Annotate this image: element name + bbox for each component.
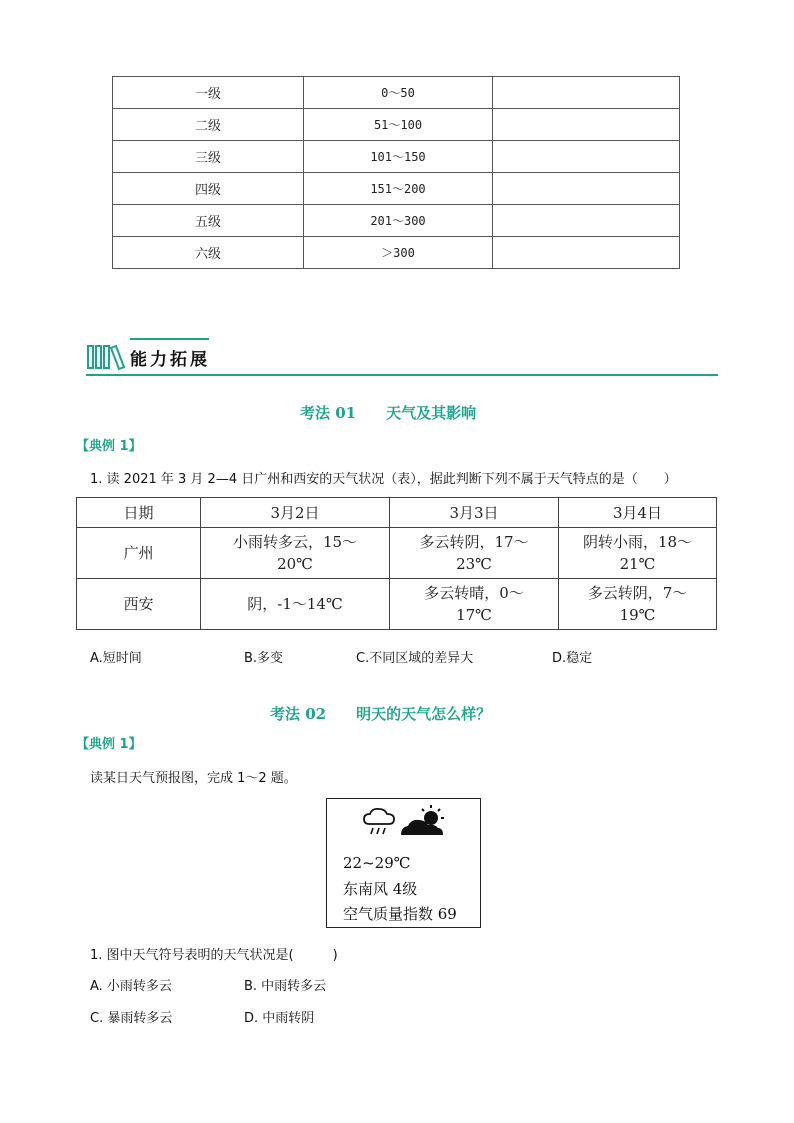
- weather-line: 19℃: [619, 606, 656, 624]
- section-header-top-rule: [130, 338, 209, 340]
- level-cell: 六级: [113, 237, 304, 269]
- note-cell: [493, 141, 680, 173]
- question-text: 1. 图中天气符号表明的天气状况是( ): [90, 948, 338, 963]
- weather-line: 多云转阴，17～: [419, 533, 529, 551]
- topic-2-title: 考法 02 明天的天气怎么样？: [270, 705, 492, 723]
- weather-line: 20℃: [277, 555, 313, 573]
- weather-line: 多云转阴，7～: [587, 584, 688, 602]
- table-row: [113, 141, 680, 173]
- books-icon: [86, 343, 126, 371]
- forecast-wind: 东南风 4级: [343, 880, 418, 898]
- weather-cell: [390, 528, 559, 579]
- option-a: A.短时间: [90, 651, 142, 666]
- weather-line: 23℃: [456, 555, 492, 573]
- level-cell: 五级: [113, 205, 304, 237]
- header-cell: 3月2日: [201, 498, 390, 528]
- level-cell: 三级: [113, 141, 304, 173]
- sun-behind-cloud-icon: [399, 803, 449, 839]
- example-tag: 【典例 1】: [76, 737, 142, 752]
- level-cell: 四级: [113, 173, 304, 205]
- weather-cell: [201, 528, 390, 579]
- level-cell: 二级: [113, 109, 304, 141]
- weather-line: 17℃: [456, 606, 492, 624]
- weather-table: [76, 497, 717, 630]
- note-cell: [493, 205, 680, 237]
- option-b: B.多变: [244, 651, 284, 666]
- table-header-row: [77, 498, 717, 528]
- range-cell: 151～200: [304, 173, 493, 205]
- table-row: [77, 579, 717, 630]
- intro-text: 读某日天气预报图，完成 1～2 题。: [90, 771, 297, 786]
- note-cell: [493, 173, 680, 205]
- note-cell: [493, 237, 680, 269]
- forecast-temperature: 22~29℃: [343, 854, 411, 872]
- note-cell: [493, 109, 680, 141]
- range-cell: 0～50: [304, 77, 493, 109]
- weather-line: 阴，-1～14℃: [247, 595, 343, 613]
- range-cell: 201～300: [304, 205, 493, 237]
- table-row: [113, 205, 680, 237]
- option-c: C. 暴雨转多云: [90, 1011, 173, 1026]
- weather-cell: [201, 579, 390, 630]
- option-d: D.稳定: [552, 651, 593, 666]
- forecast-panel: [326, 798, 481, 928]
- option-a: A. 小雨转多云: [90, 979, 172, 994]
- topic-1-title: 考法 01 天气及其影响: [300, 404, 477, 422]
- table-row: [113, 237, 680, 269]
- aqi-level-table: [112, 76, 680, 269]
- weather-cell: [559, 579, 717, 630]
- table-row: [113, 173, 680, 205]
- header-cell: 3月3日: [390, 498, 559, 528]
- level-cell: 一级: [113, 77, 304, 109]
- note-cell: [493, 77, 680, 109]
- option-d: D. 中雨转阴: [244, 1011, 315, 1026]
- range-cell: 51～100: [304, 109, 493, 141]
- city-cell: 广州: [77, 528, 201, 579]
- forecast-aqi: 空气质量指数 69: [343, 905, 457, 923]
- range-cell: ＞300: [304, 237, 493, 269]
- rain-cloud-icon: [363, 807, 397, 839]
- option-b: B. 中雨转多云: [244, 979, 327, 994]
- header-cell: 日期: [77, 498, 201, 528]
- weather-line: 阴转小雨，18～: [582, 533, 693, 551]
- weather-cell: [390, 579, 559, 630]
- city-cell: 西安: [77, 579, 201, 630]
- section-header-bottom-rule: [86, 374, 718, 376]
- example-tag: 【典例 1】: [76, 439, 142, 454]
- header-cell: 3月4日: [559, 498, 717, 528]
- weather-line: 小雨转多云，15～: [232, 533, 358, 551]
- section-title: 能力拓展: [130, 350, 210, 370]
- question-1-text: 1. 读 2021 年 3 月 2—4 日广州和西安的天气状况（表），据此判断下列不属于天气特点的是（ ）: [90, 472, 677, 487]
- weather-cell: [559, 528, 717, 579]
- range-cell: 101～150: [304, 141, 493, 173]
- weather-line: 21℃: [619, 555, 656, 573]
- table-row: [113, 77, 680, 109]
- table-row: [77, 528, 717, 579]
- table-row: [113, 109, 680, 141]
- option-c: C.不同区域的差异大: [356, 651, 474, 666]
- weather-line: 多云转晴，0～: [424, 584, 524, 602]
